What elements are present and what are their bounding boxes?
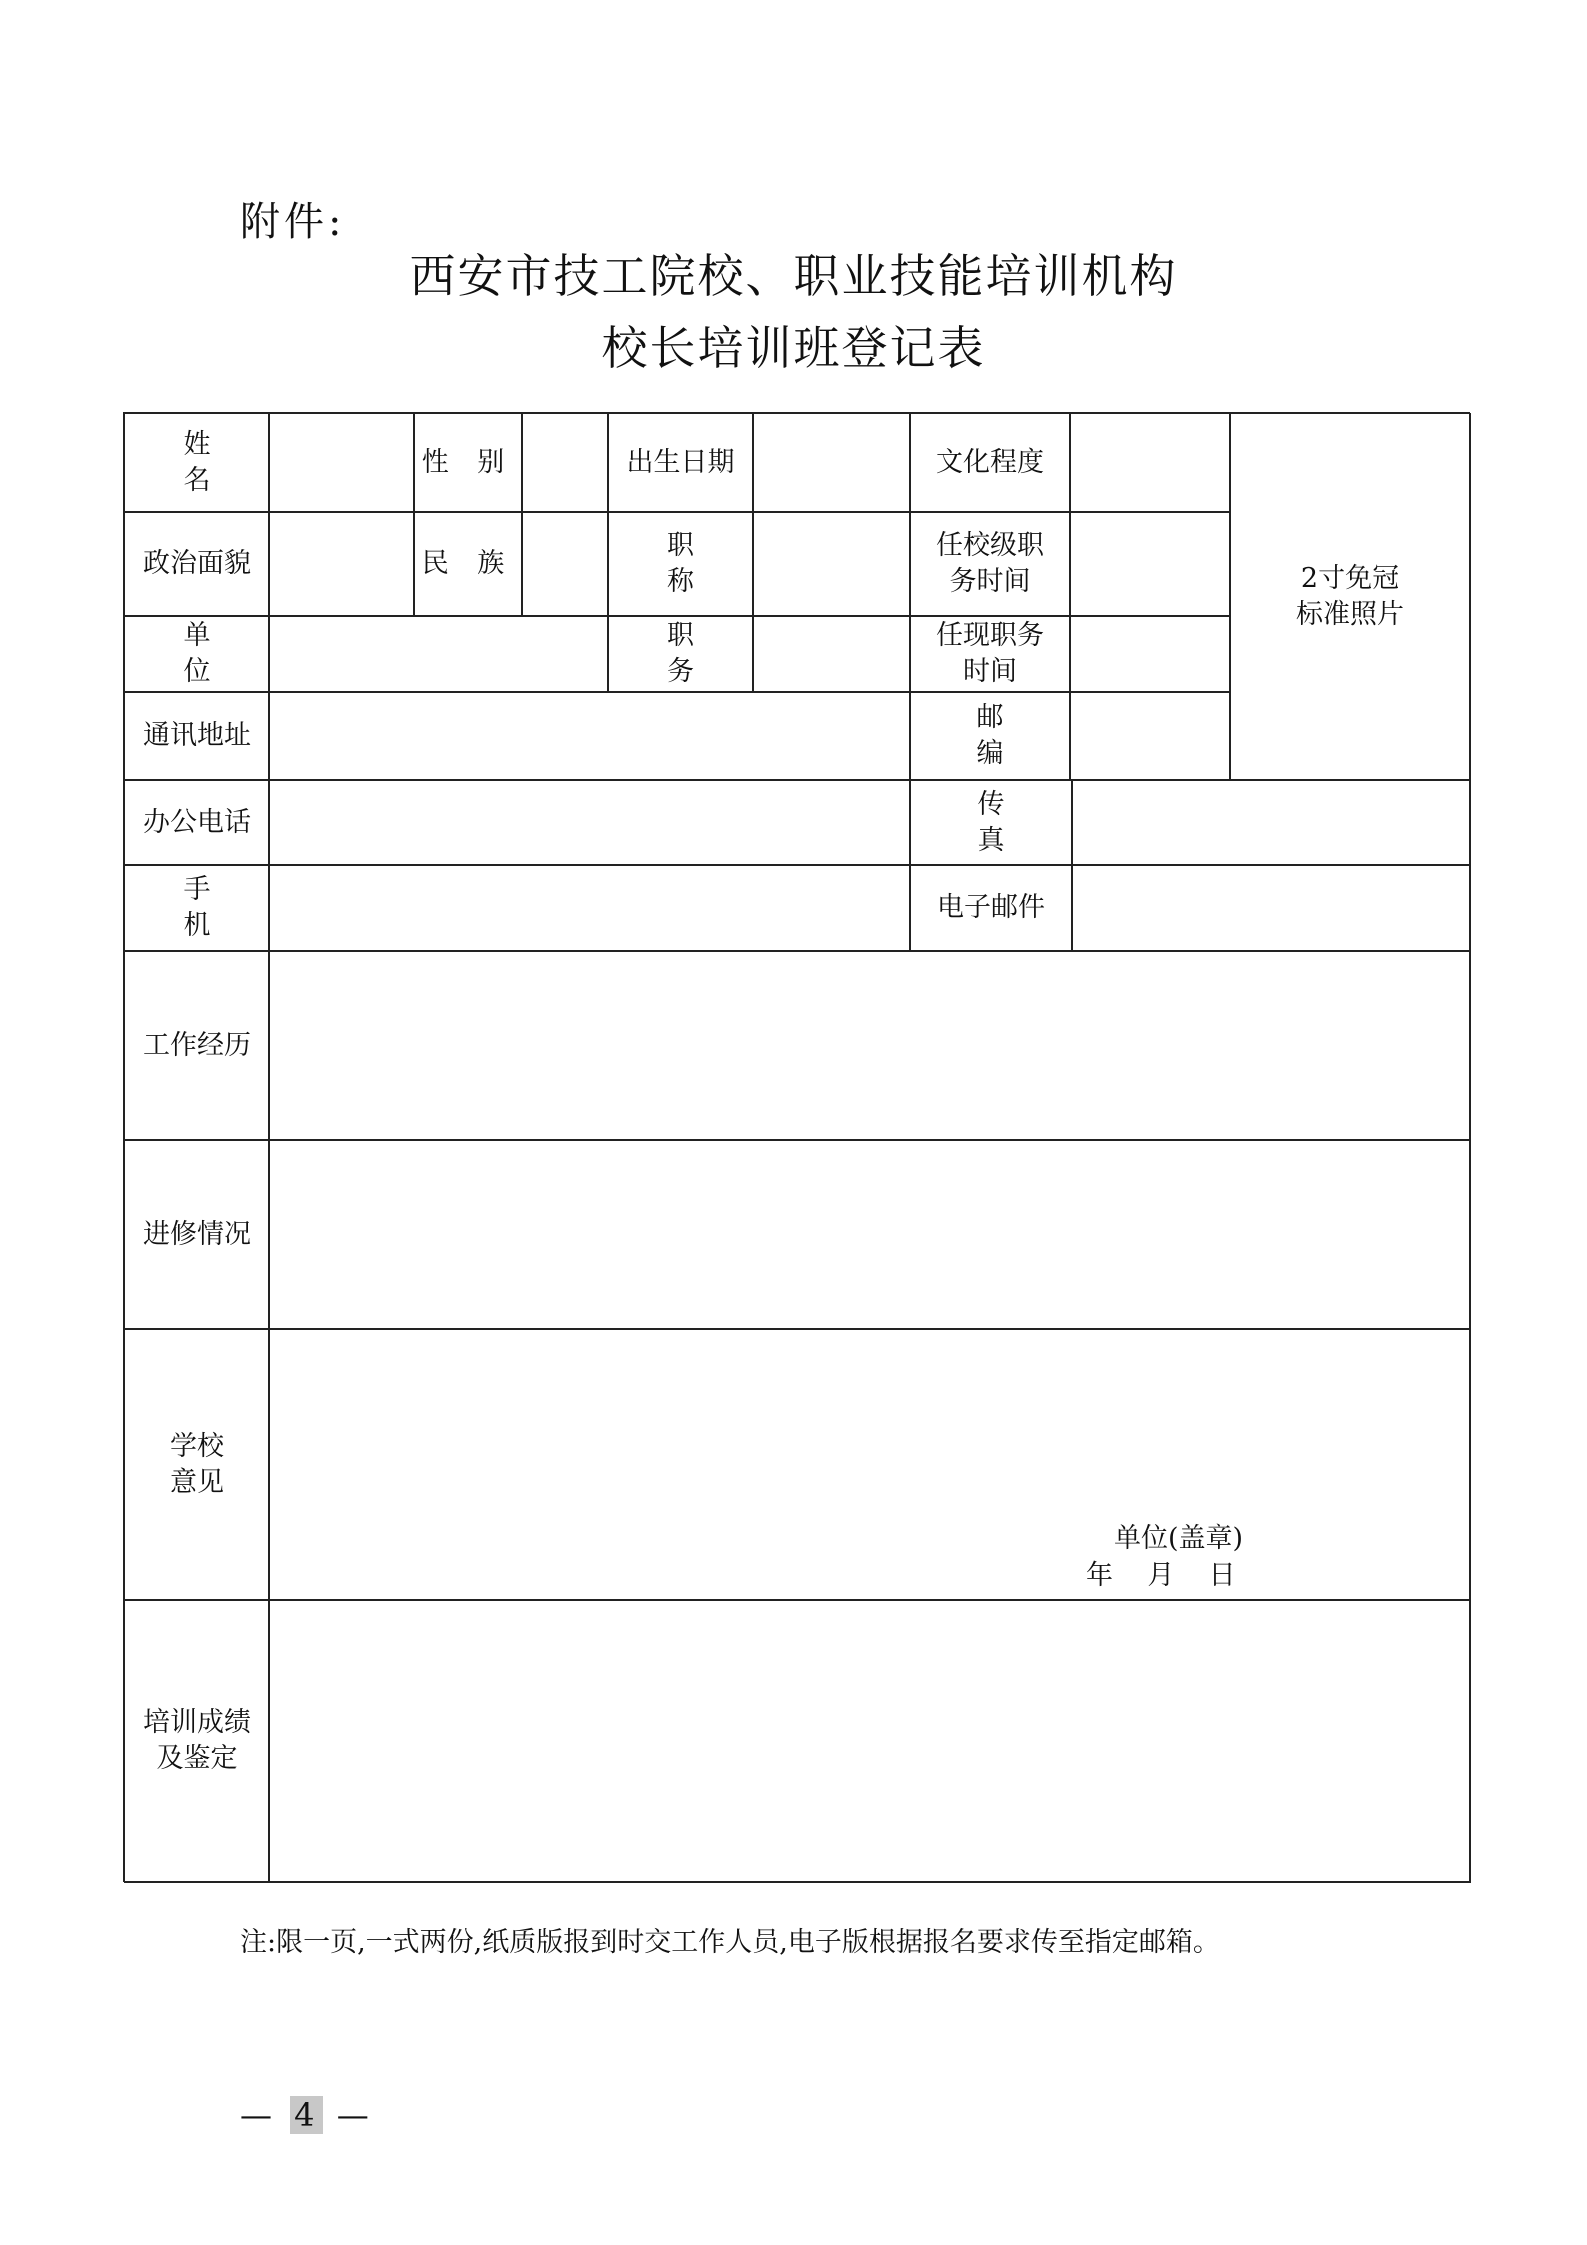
label-education: 文化程度 <box>909 413 1071 513</box>
field-politics[interactable] <box>268 511 415 617</box>
label-result: 培训成绩及鉴定 <box>124 1599 270 1883</box>
registration-form-table <box>123 412 1470 1882</box>
label-duty: 职 务 <box>607 615 754 693</box>
page-number-value: 4 <box>290 2096 322 2134</box>
field-school-post-time[interactable] <box>1069 511 1231 617</box>
label-mobile: 手 机 <box>124 864 270 952</box>
label-school-opinion: 学校意见 <box>124 1328 270 1601</box>
label-ethnicity: 民 族 <box>413 511 523 617</box>
label-email: 电子邮件 <box>909 864 1073 952</box>
field-duty[interactable] <box>752 615 911 693</box>
footnote: 注:限一页,一式两份,纸质版报到时交工作人员,电子版根据报名要求传至指定邮箱。 <box>240 1927 1220 1958</box>
label-school-post-time: 任校级职务时间 <box>909 511 1071 617</box>
label-training: 进修情况 <box>124 1139 270 1330</box>
field-office-phone[interactable] <box>268 779 911 866</box>
field-school-opinion[interactable] <box>268 1328 1471 1601</box>
label-title: 职 称 <box>607 511 754 617</box>
label-postcode: 邮 编 <box>909 691 1071 781</box>
field-name[interactable] <box>268 413 415 513</box>
field-result[interactable] <box>268 1599 1471 1883</box>
page-number-dash-left: — <box>240 2096 276 2134</box>
page-number <box>240 2096 373 2134</box>
field-gender[interactable] <box>521 413 609 513</box>
field-unit[interactable] <box>268 615 609 693</box>
page-number-dash-right: — <box>336 2096 373 2134</box>
field-birth[interactable] <box>752 413 911 513</box>
label-office-phone: 办公电话 <box>124 779 270 866</box>
date-line: 年 月 日 <box>1086 1560 1236 1591</box>
label-name: 姓 名 <box>124 413 270 513</box>
attachment-label: 附件: <box>240 199 346 245</box>
field-email[interactable] <box>1071 864 1471 952</box>
form-title-line2: 校长培训班登记表 <box>601 321 986 375</box>
photo-box: 2寸免冠标准照片 <box>1229 413 1471 781</box>
label-gender: 性 别 <box>413 413 523 513</box>
label-current-post-time: 任现职务时间 <box>909 615 1071 693</box>
field-current-post-time[interactable] <box>1069 615 1231 693</box>
field-mobile[interactable] <box>268 864 911 952</box>
field-postcode[interactable] <box>1069 691 1231 781</box>
label-fax: 传 真 <box>909 779 1073 866</box>
label-work-history: 工作经历 <box>124 950 270 1141</box>
field-address[interactable] <box>268 691 911 781</box>
label-unit: 单 位 <box>124 615 270 693</box>
label-politics: 政治面貌 <box>124 511 270 617</box>
field-title[interactable] <box>752 511 911 617</box>
label-birth: 出生日期 <box>607 413 754 513</box>
form-title-line1: 西安市技工院校、职业技能培训机构 <box>409 249 1178 303</box>
field-fax[interactable] <box>1071 779 1471 866</box>
field-training[interactable] <box>268 1139 1471 1330</box>
label-address: 通讯地址 <box>124 691 270 781</box>
field-education[interactable] <box>1069 413 1231 513</box>
field-work-history[interactable] <box>268 950 1471 1141</box>
stamp-line: 单位(盖章) <box>1114 1523 1244 1554</box>
field-ethnicity[interactable] <box>521 511 609 617</box>
